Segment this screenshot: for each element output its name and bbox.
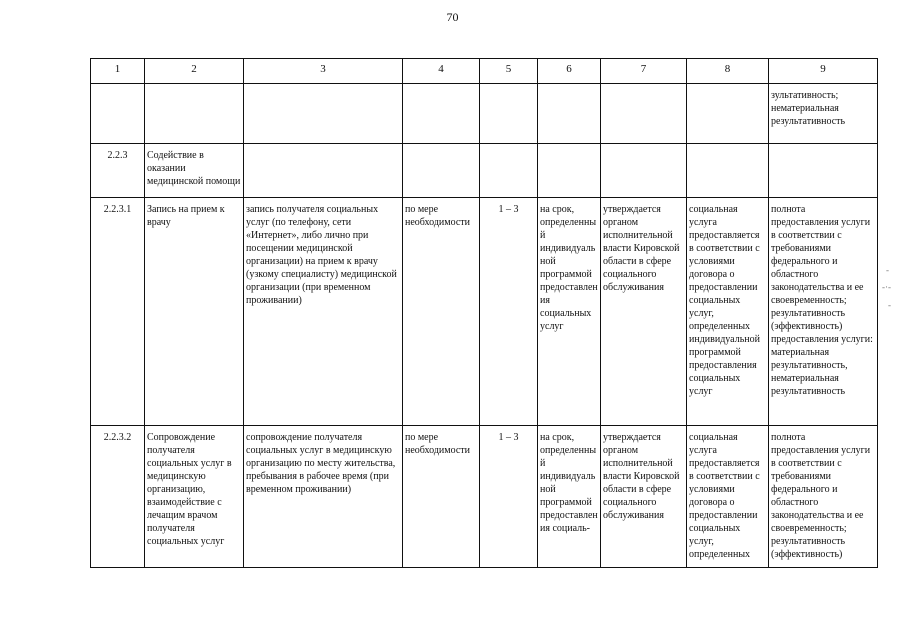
cell-range: [480, 84, 538, 144]
column-header: 4: [403, 59, 480, 84]
table-row: [91, 84, 878, 144]
column-header: 2: [145, 59, 244, 84]
page-number: 70: [446, 10, 459, 24]
cell-term: на срок, определенный индивидуальной программой предоставления социальных услуг: [538, 198, 601, 426]
column-header: 9: [769, 59, 878, 84]
cell-approval: [601, 84, 687, 144]
cell-service-name: Запись на прием к врачу: [145, 198, 244, 426]
table-row: [91, 198, 878, 426]
column-header: 3: [244, 59, 403, 84]
cell-term: [538, 84, 601, 144]
cell-approval: утверждается органом исполнительной власти Кировской области в сфере социального обслуживания: [601, 426, 687, 568]
cell-approval: утверждается органом исполнительной власти Кировской области в сфере социального обслуживания: [601, 198, 687, 426]
cell-frequency: по мере необходимости: [403, 198, 480, 426]
cell-description: [244, 84, 403, 144]
cell-range: [480, 144, 538, 198]
cell-service-name: [145, 84, 244, 144]
cell-frequency: [403, 144, 480, 198]
cell-number: 2.2.3: [91, 144, 145, 198]
cell-number: 2.2.3.1: [91, 198, 145, 426]
cell-quality: полнота предоставления услуги в соответствии с требованиями федерального и областного законодательства и ее своевременность; результативность (эффективность): [769, 426, 878, 568]
header-row: [91, 59, 878, 84]
column-header: 1: [91, 59, 145, 84]
cell-description: [244, 144, 403, 198]
column-header: 8: [687, 59, 769, 84]
scan-margin-mark: -: [886, 265, 889, 275]
cell-quality: [769, 144, 878, 198]
scan-margin-mark: -·-: [882, 282, 891, 292]
table-row: [91, 144, 878, 198]
cell-service-name: Сопровождение получателя социальных услуг в медицинскую организацию, взаимодействие с лечащим врачом получателя социальных услуг: [145, 426, 244, 568]
cell-range: 1 – 3: [480, 198, 538, 426]
column-header: 6: [538, 59, 601, 84]
cell-conditions: [687, 84, 769, 144]
cell-quality: полнота предоставления услуги в соответствии с требованиями федерального и областного законодательства и ее своевременность; результативность (эффективность) предоставления услуги: материальная результативность, нематериальная результативность: [769, 198, 878, 426]
services-table: [90, 58, 878, 568]
column-header: 5: [480, 59, 538, 84]
cell-frequency: по мере необходимости: [403, 426, 480, 568]
cell-description: сопровождение получателя социальных услуг в медицинскую организацию по месту жительства, пребывания в рабочее время (при временном проживании): [244, 426, 403, 568]
scan-margin-mark: -: [888, 300, 891, 310]
cell-approval: [601, 144, 687, 198]
cell-frequency: [403, 84, 480, 144]
cell-number: [91, 84, 145, 144]
cell-number: 2.2.3.2: [91, 426, 145, 568]
cell-service-name: Содействие в оказании медицинской помощи: [145, 144, 244, 198]
cell-term: на срок, определенный индивидуальной программой предоставления социаль-: [538, 426, 601, 568]
cell-conditions: социальная услуга предоставляется в соответствии с условиями договора о предоставлении социальных услуг, определенных индивидуальной программой предоставления социальных услуг: [687, 198, 769, 426]
cell-term: [538, 144, 601, 198]
cell-description: запись получателя социальных услуг (по телефону, сети «Интернет», либо лично при посещении медицинской организации) на прием к врачу (узкому специалисту) медицинской организации (при временном проживании): [244, 198, 403, 426]
column-header: 7: [601, 59, 687, 84]
table-row: [91, 426, 878, 568]
cell-range: 1 – 3: [480, 426, 538, 568]
cell-quality: зультативность; нематериальная результативность: [769, 84, 878, 144]
cell-conditions: [687, 144, 769, 198]
cell-conditions: социальная услуга предоставляется в соответствии с условиями договора о предоставлении социальных услуг, определенных: [687, 426, 769, 568]
